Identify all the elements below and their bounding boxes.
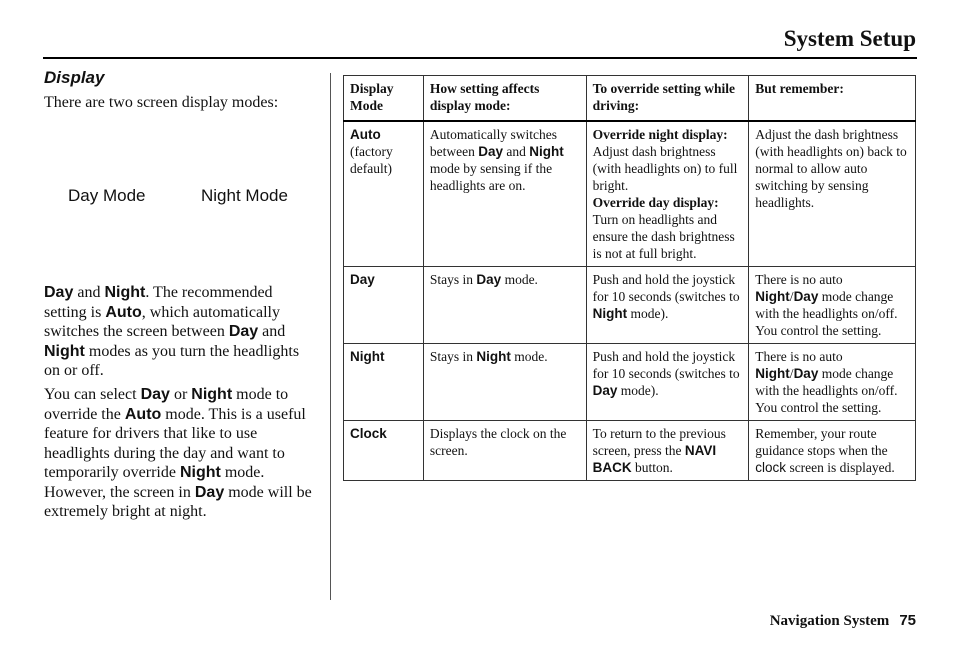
- text: Push and hold the joystick for 10 seconds (switches to: [592, 272, 740, 304]
- mode-label-night: Night: [350, 349, 385, 364]
- text: or: [169, 386, 192, 403]
- text: mode to override the: [44, 386, 289, 423]
- text: mode.: [510, 349, 548, 364]
- page-number: 75: [899, 612, 916, 629]
- table-row-clock: [344, 421, 916, 481]
- table-row-day: [344, 267, 916, 344]
- kw-night: Night: [529, 144, 564, 159]
- kw-night: Night: [44, 342, 85, 360]
- text: mode will be extremely bright at night.: [44, 483, 312, 520]
- kw-night: Night: [104, 284, 146, 301]
- text: and: [258, 323, 286, 340]
- header-how-setting-affects: How setting affects display mode:: [423, 76, 586, 122]
- text: /: [789, 366, 794, 381]
- page-footer: [770, 612, 916, 630]
- page-title: System Setup: [783, 26, 916, 51]
- kw-night: Night: [179, 464, 221, 481]
- kw-day: Day: [44, 284, 74, 301]
- text: , which automatically switches the screen between: [44, 303, 280, 340]
- cell-mode: [344, 421, 424, 481]
- text: Automatically switches between: [429, 127, 558, 159]
- kw-day: Day: [194, 483, 225, 501]
- kw-navi-back: NAVI BACK: [592, 443, 717, 475]
- cell-remember: [749, 421, 916, 481]
- mode-labels: [44, 186, 319, 210]
- text: and: [503, 144, 530, 159]
- cell-mode: [344, 344, 424, 421]
- section-heading: Display: [44, 68, 105, 87]
- kw-night: Night: [191, 386, 233, 403]
- override-day-text: Turn on headlights and ensure the dash brightness is not at full bright.: [592, 212, 735, 261]
- kw-clock: clock: [755, 460, 787, 475]
- day-mode-label: Day Mode: [68, 186, 146, 205]
- kw-day: Day: [228, 323, 259, 340]
- kw-day: Day: [793, 289, 819, 304]
- mode-label-day: Day: [350, 272, 375, 287]
- text: mode. However, the screen in: [44, 464, 265, 501]
- mode-sublabel: (factory default): [350, 144, 393, 176]
- night-mode-label: Night Mode: [201, 186, 288, 205]
- cell-remember: [749, 344, 916, 421]
- text: Remember, your route guidance stops when the: [755, 426, 888, 458]
- text: Stays in: [429, 272, 477, 287]
- kw-auto: Auto: [124, 405, 162, 423]
- cell-effect: Displays the clock on the screen.: [423, 421, 586, 481]
- text: mode).: [617, 383, 659, 398]
- text: modes as you turn the headlights on or off.: [44, 342, 300, 379]
- cell-effect: [423, 267, 586, 344]
- text: There is no auto: [755, 272, 843, 287]
- table-header-row: [344, 76, 916, 122]
- override-paragraph: [44, 385, 319, 522]
- text: To return to the previous screen, press the: [592, 426, 726, 458]
- cell-override: [586, 121, 749, 267]
- header-remember: But remember:: [749, 76, 916, 122]
- kw-day: Day: [140, 386, 170, 403]
- cell-mode: [344, 121, 424, 267]
- title-rule: [43, 57, 917, 59]
- display-mode-table: [343, 75, 916, 481]
- mode-label-auto: Auto: [350, 127, 381, 142]
- table-row-auto: [344, 121, 916, 267]
- header-override: To override setting while driving:: [586, 76, 749, 122]
- kw-day: Day: [478, 144, 504, 159]
- mode-label-clock: Clock: [350, 426, 387, 441]
- kw-night: Night: [476, 349, 511, 364]
- text: and: [73, 284, 105, 301]
- intro-text: There are two screen display modes:: [44, 94, 279, 111]
- footer-label: Navigation System: [769, 613, 890, 629]
- modes-paragraph: [44, 283, 319, 381]
- text: mode change with the headlights on/off. You control the setting.: [755, 289, 898, 338]
- kw-night: Night: [755, 366, 790, 381]
- text: mode change with the headlights on/off. You control the setting.: [755, 366, 898, 415]
- text: . The recommended setting is: [44, 284, 273, 321]
- cell-override: [586, 344, 749, 421]
- text: /: [789, 289, 794, 304]
- cell-remember: [749, 267, 916, 344]
- left-column: [44, 68, 319, 113]
- header-display-mode: Display Mode: [344, 76, 424, 122]
- text: There is no auto: [755, 349, 843, 364]
- text: Push and hold the joystick for 10 seconds (switches to: [592, 349, 740, 381]
- cell-override: [586, 421, 749, 481]
- kw-night: Night: [755, 289, 790, 304]
- kw-auto: Auto: [105, 303, 142, 321]
- cell-mode: [344, 267, 424, 344]
- kw-day: Day: [592, 383, 618, 398]
- cell-effect: [423, 344, 586, 421]
- text: mode by sensing if the headlights are on.: [429, 161, 553, 193]
- text: mode).: [627, 306, 669, 321]
- table-row-night: [344, 344, 916, 421]
- text: mode.: [501, 272, 538, 287]
- kw-day: Day: [476, 272, 502, 287]
- text: screen is displayed.: [786, 460, 895, 475]
- kw-day: Day: [793, 366, 819, 381]
- override-day-title: Override day display:: [592, 195, 719, 210]
- cell-remember: Adjust the dash brightness (with headlights on) back to normal to allow auto switching by sensing headlights.: [749, 121, 916, 267]
- override-night-title: Override night display:: [592, 127, 728, 142]
- kw-night: Night: [592, 306, 628, 321]
- text: button.: [631, 460, 673, 475]
- text: mode. This is a useful feature for drivers that like to use headlights during the day and want to temporarily override: [44, 405, 306, 481]
- cell-effect: [423, 121, 586, 267]
- cell-override: [586, 267, 749, 344]
- text: Stays in: [429, 349, 477, 364]
- override-night-text: Adjust dash brightness (with headlights on) to full bright.: [592, 144, 738, 193]
- text: You can select: [44, 386, 141, 403]
- column-divider: [330, 73, 331, 600]
